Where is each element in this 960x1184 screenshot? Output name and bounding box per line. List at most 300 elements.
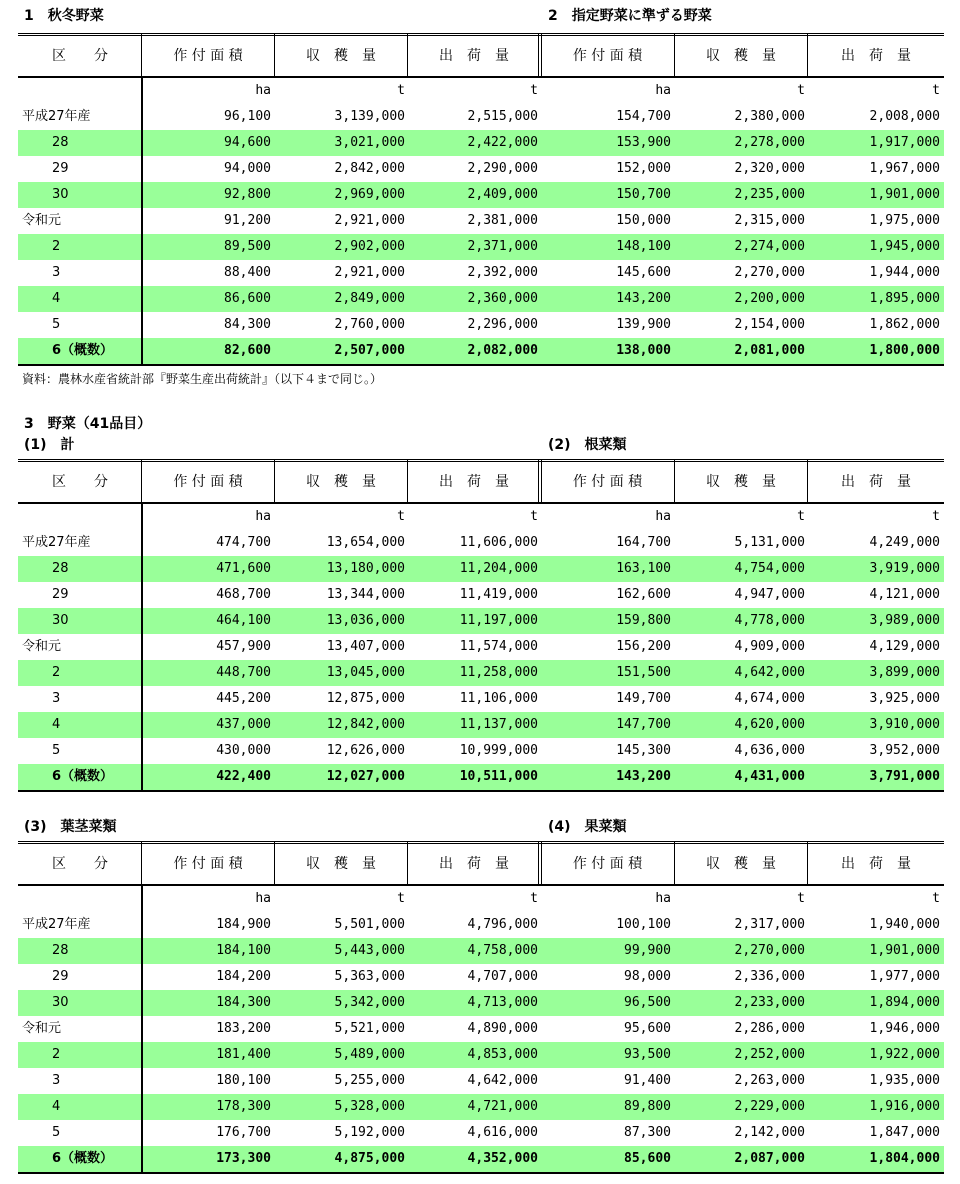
cell-planted-area-2: 143,200 bbox=[616, 769, 671, 784]
cell-shipment-2: 1,917,000 bbox=[869, 135, 940, 150]
cell-shipment: 2,409,000 bbox=[467, 187, 538, 202]
cell-harvest: 5,443,000 bbox=[334, 943, 405, 958]
cell-planted-area-2: 153,900 bbox=[616, 135, 671, 150]
cell-shipment: 11,258,000 bbox=[459, 665, 538, 680]
unit-label: ha bbox=[255, 509, 271, 524]
cell-harvest-2: 2,235,000 bbox=[734, 187, 805, 202]
cell-harvest-2: 2,233,000 bbox=[734, 995, 805, 1010]
cell-harvest-2: 2,200,000 bbox=[734, 291, 805, 306]
table-row bbox=[18, 286, 944, 312]
cell-shipment: 2,422,000 bbox=[467, 135, 538, 150]
cell-planted-area: 94,600 bbox=[224, 135, 271, 150]
cell-harvest: 12,626,000 bbox=[326, 743, 405, 758]
cell-planted-area-2: 145,300 bbox=[616, 743, 671, 758]
cell-harvest-2: 2,317,000 bbox=[734, 917, 805, 932]
header-shipment: 出 荷 量 bbox=[439, 856, 509, 872]
cell-planted-area: 445,200 bbox=[216, 691, 271, 706]
cell-planted-area-2: 85,600 bbox=[624, 1151, 671, 1166]
cell-shipment-2: 1,922,000 bbox=[869, 1047, 940, 1062]
cell-shipment-2: 1,847,000 bbox=[869, 1125, 940, 1140]
cell-shipment-2: 1,946,000 bbox=[869, 1021, 940, 1036]
cell-shipment: 4,890,000 bbox=[467, 1021, 538, 1036]
cell-planted-area: 89,500 bbox=[224, 239, 271, 254]
row-label: 29 bbox=[52, 161, 69, 176]
cell-shipment-2: 4,249,000 bbox=[869, 535, 940, 550]
cell-harvest-2: 2,081,000 bbox=[734, 343, 805, 358]
cell-harvest: 13,344,000 bbox=[326, 587, 405, 602]
row-label: 30 bbox=[52, 187, 69, 202]
cell-harvest-2: 2,380,000 bbox=[734, 109, 805, 124]
label-column-divider bbox=[141, 504, 143, 792]
cell-harvest-2: 4,778,000 bbox=[734, 613, 805, 628]
cell-harvest: 3,139,000 bbox=[334, 109, 405, 124]
row-label: 3 bbox=[52, 265, 61, 280]
cell-shipment: 2,360,000 bbox=[467, 291, 538, 306]
column-divider bbox=[674, 841, 675, 886]
table-row bbox=[18, 686, 944, 712]
cell-harvest: 2,842,000 bbox=[334, 161, 405, 176]
unit-label: t bbox=[397, 83, 405, 98]
label-column-divider bbox=[141, 886, 143, 1174]
table-total-and-root-vegetables bbox=[18, 459, 944, 792]
section-3-4-title: (4) 果菜類 bbox=[548, 819, 627, 835]
cell-planted-area-2: 91,400 bbox=[624, 1073, 671, 1088]
column-divider bbox=[407, 459, 408, 504]
cell-planted-area: 181,400 bbox=[216, 1047, 271, 1062]
row-label: 6（概数） bbox=[52, 343, 114, 358]
cell-harvest: 5,255,000 bbox=[334, 1073, 405, 1088]
cell-planted-area-2: 151,500 bbox=[616, 665, 671, 680]
cell-planted-area: 184,900 bbox=[216, 917, 271, 932]
cell-shipment-2: 3,952,000 bbox=[869, 743, 940, 758]
unit-label: t bbox=[797, 83, 805, 98]
unit-label: ha bbox=[255, 891, 271, 906]
cell-harvest: 5,521,000 bbox=[334, 1021, 405, 1036]
cell-planted-area-2: 154,700 bbox=[616, 109, 671, 124]
cell-harvest: 13,045,000 bbox=[326, 665, 405, 680]
header-planted-area: 作 付 面 積 bbox=[173, 474, 243, 490]
cell-planted-area: 184,100 bbox=[216, 943, 271, 958]
row-label: 28 bbox=[52, 561, 69, 576]
cell-harvest-2: 4,909,000 bbox=[734, 639, 805, 654]
cell-planted-area-2: 89,800 bbox=[624, 1099, 671, 1114]
table-row bbox=[18, 990, 944, 1016]
table-row bbox=[18, 1042, 944, 1068]
table-row bbox=[18, 338, 944, 364]
cell-planted-area: 457,900 bbox=[216, 639, 271, 654]
cell-shipment-2: 1,894,000 bbox=[869, 995, 940, 1010]
cell-shipment-2: 3,989,000 bbox=[869, 613, 940, 628]
cell-shipment-2: 4,121,000 bbox=[869, 587, 940, 602]
cell-harvest-2: 2,278,000 bbox=[734, 135, 805, 150]
column-divider-double bbox=[538, 841, 542, 886]
table-row bbox=[18, 738, 944, 764]
cell-planted-area: 84,300 bbox=[224, 317, 271, 332]
cell-shipment: 10,511,000 bbox=[459, 769, 538, 784]
cell-shipment-2: 1,977,000 bbox=[869, 969, 940, 984]
unit-label: t bbox=[932, 83, 940, 98]
cell-planted-area-2: 145,600 bbox=[616, 265, 671, 280]
cell-shipment-2: 1,944,000 bbox=[869, 265, 940, 280]
row-label: 令和元 bbox=[22, 639, 62, 654]
cell-planted-area: 88,400 bbox=[224, 265, 271, 280]
cell-shipment: 4,713,000 bbox=[467, 995, 538, 1010]
cell-harvest-2: 2,229,000 bbox=[734, 1099, 805, 1114]
cell-harvest: 13,654,000 bbox=[326, 535, 405, 550]
cell-harvest-2: 2,270,000 bbox=[734, 943, 805, 958]
header-shipment-2: 出 荷 量 bbox=[841, 48, 911, 64]
table-bottom-border bbox=[18, 1172, 944, 1174]
cell-shipment: 2,381,000 bbox=[467, 213, 538, 228]
row-label: 5 bbox=[52, 1125, 61, 1140]
unit-label: t bbox=[530, 83, 538, 98]
header-shipment: 出 荷 量 bbox=[439, 474, 509, 490]
row-label: 3 bbox=[52, 1073, 61, 1088]
section-1-title: 1 秋冬野菜 bbox=[24, 8, 104, 24]
header-shipment: 出 荷 量 bbox=[439, 48, 509, 64]
source-note: 資料：農林水産省統計部『野菜生産出荷統計』（以下４まで同じ。） bbox=[22, 372, 383, 386]
cell-planted-area-2: 87,300 bbox=[624, 1125, 671, 1140]
table-row bbox=[18, 208, 944, 234]
header-harvest: 収 穫 量 bbox=[306, 48, 376, 64]
cell-shipment-2: 1,895,000 bbox=[869, 291, 940, 306]
table-bottom-border bbox=[18, 364, 944, 366]
table-autumn-winter-vegetables bbox=[18, 33, 944, 366]
cell-shipment: 4,853,000 bbox=[467, 1047, 538, 1062]
cell-harvest-2: 5,131,000 bbox=[734, 535, 805, 550]
table-row bbox=[18, 260, 944, 286]
cell-harvest: 5,328,000 bbox=[334, 1099, 405, 1114]
cell-shipment-2: 1,940,000 bbox=[869, 917, 940, 932]
table-row bbox=[18, 912, 944, 938]
cell-planted-area: 448,700 bbox=[216, 665, 271, 680]
cell-planted-area-2: 98,000 bbox=[624, 969, 671, 984]
row-label: 5 bbox=[52, 743, 61, 758]
cell-planted-area: 430,000 bbox=[216, 743, 271, 758]
column-divider-double bbox=[538, 459, 542, 504]
cell-shipment-2: 1,967,000 bbox=[869, 161, 940, 176]
cell-harvest: 13,180,000 bbox=[326, 561, 405, 576]
cell-harvest-2: 2,087,000 bbox=[734, 1151, 805, 1166]
cell-shipment: 2,296,000 bbox=[467, 317, 538, 332]
table-row bbox=[18, 104, 944, 130]
unit-label: t bbox=[932, 509, 940, 524]
table-row bbox=[18, 712, 944, 738]
cell-planted-area-2: 164,700 bbox=[616, 535, 671, 550]
table-leaf-stem-and-fruit-vegetables bbox=[18, 841, 944, 1174]
table-row bbox=[18, 556, 944, 582]
cell-planted-area: 176,700 bbox=[216, 1125, 271, 1140]
cell-planted-area: 178,300 bbox=[216, 1099, 271, 1114]
section-3-title: 3 野菜（41品目） bbox=[24, 416, 152, 432]
cell-harvest: 13,407,000 bbox=[326, 639, 405, 654]
row-label: 6（概数） bbox=[52, 1151, 114, 1166]
cell-harvest: 2,849,000 bbox=[334, 291, 405, 306]
table-row bbox=[18, 660, 944, 686]
row-label: 30 bbox=[52, 613, 69, 628]
table-row bbox=[18, 312, 944, 338]
table-row bbox=[18, 530, 944, 556]
column-divider bbox=[141, 459, 142, 504]
cell-harvest-2: 2,154,000 bbox=[734, 317, 805, 332]
cell-harvest: 2,902,000 bbox=[334, 239, 405, 254]
header-planted-area: 作 付 面 積 bbox=[173, 48, 243, 64]
cell-planted-area: 184,200 bbox=[216, 969, 271, 984]
cell-shipment: 4,758,000 bbox=[467, 943, 538, 958]
cell-harvest: 13,036,000 bbox=[326, 613, 405, 628]
table-row bbox=[18, 608, 944, 634]
row-label: 30 bbox=[52, 995, 69, 1010]
cell-shipment: 10,999,000 bbox=[459, 743, 538, 758]
cell-planted-area-2: 143,200 bbox=[616, 291, 671, 306]
section-3-3-title: (3) 葉茎菜類 bbox=[24, 819, 117, 835]
cell-shipment-2: 1,935,000 bbox=[869, 1073, 940, 1088]
cell-shipment-2: 3,925,000 bbox=[869, 691, 940, 706]
cell-shipment: 11,137,000 bbox=[459, 717, 538, 732]
cell-shipment-2: 2,008,000 bbox=[869, 109, 940, 124]
cell-harvest-2: 2,252,000 bbox=[734, 1047, 805, 1062]
cell-planted-area-2: 150,000 bbox=[616, 213, 671, 228]
unit-label: ha bbox=[255, 83, 271, 98]
cell-harvest-2: 2,320,000 bbox=[734, 161, 805, 176]
table-row bbox=[18, 1120, 944, 1146]
cell-shipment-2: 3,919,000 bbox=[869, 561, 940, 576]
table-row bbox=[18, 234, 944, 260]
row-label: 29 bbox=[52, 969, 69, 984]
cell-shipment: 11,106,000 bbox=[459, 691, 538, 706]
cell-planted-area-2: 100,100 bbox=[616, 917, 671, 932]
cell-planted-area: 92,800 bbox=[224, 187, 271, 202]
cell-planted-area: 82,600 bbox=[224, 343, 271, 358]
cell-planted-area-2: 163,100 bbox=[616, 561, 671, 576]
column-divider bbox=[674, 459, 675, 504]
cell-harvest: 5,489,000 bbox=[334, 1047, 405, 1062]
cell-planted-area: 471,600 bbox=[216, 561, 271, 576]
cell-shipment-2: 1,916,000 bbox=[869, 1099, 940, 1114]
cell-shipment: 2,515,000 bbox=[467, 109, 538, 124]
cell-planted-area: 173,300 bbox=[216, 1151, 271, 1166]
cell-planted-area: 437,000 bbox=[216, 717, 271, 732]
table-row bbox=[18, 1094, 944, 1120]
header-harvest-2: 収 穫 量 bbox=[706, 48, 776, 64]
cell-planted-area: 184,300 bbox=[216, 995, 271, 1010]
header-category: 区 分 bbox=[52, 474, 108, 490]
cell-harvest: 2,507,000 bbox=[334, 343, 405, 358]
column-divider bbox=[807, 459, 808, 504]
column-divider bbox=[274, 33, 275, 78]
unit-label: ha bbox=[655, 509, 671, 524]
label-column-divider bbox=[141, 78, 143, 366]
table-row bbox=[18, 964, 944, 990]
row-label: 4 bbox=[52, 291, 61, 306]
cell-harvest-2: 2,274,000 bbox=[734, 239, 805, 254]
cell-planted-area: 464,100 bbox=[216, 613, 271, 628]
table-row bbox=[18, 938, 944, 964]
cell-harvest: 12,875,000 bbox=[326, 691, 405, 706]
table-row bbox=[18, 156, 944, 182]
cell-harvest: 2,969,000 bbox=[334, 187, 405, 202]
cell-shipment: 11,204,000 bbox=[459, 561, 538, 576]
column-divider bbox=[274, 459, 275, 504]
cell-harvest-2: 4,431,000 bbox=[734, 769, 805, 784]
column-divider bbox=[141, 33, 142, 78]
unit-row bbox=[18, 78, 944, 104]
row-label: 6（概数） bbox=[52, 769, 114, 784]
cell-shipment: 11,419,000 bbox=[459, 587, 538, 602]
header-planted-area-2: 作 付 面 積 bbox=[572, 474, 643, 490]
cell-harvest: 12,842,000 bbox=[326, 717, 405, 732]
cell-planted-area: 183,200 bbox=[216, 1021, 271, 1036]
cell-shipment: 4,616,000 bbox=[467, 1125, 538, 1140]
table-row bbox=[18, 130, 944, 156]
unit-label: t bbox=[797, 891, 805, 906]
cell-shipment: 2,290,000 bbox=[467, 161, 538, 176]
cell-planted-area: 94,000 bbox=[224, 161, 271, 176]
cell-planted-area-2: 96,500 bbox=[624, 995, 671, 1010]
cell-shipment-2: 1,945,000 bbox=[869, 239, 940, 254]
column-divider bbox=[807, 841, 808, 886]
cell-harvest-2: 2,286,000 bbox=[734, 1021, 805, 1036]
cell-harvest-2: 2,315,000 bbox=[734, 213, 805, 228]
column-divider bbox=[407, 33, 408, 78]
cell-planted-area: 96,100 bbox=[224, 109, 271, 124]
unit-label: t bbox=[530, 891, 538, 906]
cell-shipment-2: 1,804,000 bbox=[869, 1151, 940, 1166]
cell-planted-area-2: 147,700 bbox=[616, 717, 671, 732]
cell-harvest: 2,921,000 bbox=[334, 213, 405, 228]
cell-harvest-2: 2,142,000 bbox=[734, 1125, 805, 1140]
column-divider bbox=[807, 33, 808, 78]
cell-planted-area-2: 162,600 bbox=[616, 587, 671, 602]
row-label: 28 bbox=[52, 135, 69, 150]
cell-harvest-2: 2,263,000 bbox=[734, 1073, 805, 1088]
cell-planted-area: 86,600 bbox=[224, 291, 271, 306]
unit-row bbox=[18, 504, 944, 530]
row-label: 3 bbox=[52, 691, 61, 706]
section-2-title: 2 指定野菜に準ずる野菜 bbox=[548, 8, 712, 24]
cell-shipment: 2,392,000 bbox=[467, 265, 538, 280]
cell-harvest-2: 4,620,000 bbox=[734, 717, 805, 732]
cell-harvest: 5,363,000 bbox=[334, 969, 405, 984]
cell-planted-area-2: 159,800 bbox=[616, 613, 671, 628]
unit-label: ha bbox=[655, 83, 671, 98]
cell-planted-area-2: 138,000 bbox=[616, 343, 671, 358]
header-harvest-2: 収 穫 量 bbox=[706, 856, 776, 872]
header-category: 区 分 bbox=[52, 48, 108, 64]
cell-harvest: 12,027,000 bbox=[326, 769, 405, 784]
cell-shipment-2: 3,791,000 bbox=[869, 769, 940, 784]
unit-label: ha bbox=[655, 891, 671, 906]
cell-planted-area-2: 148,100 bbox=[616, 239, 671, 254]
column-divider bbox=[141, 841, 142, 886]
unit-label: t bbox=[530, 509, 538, 524]
cell-shipment-2: 3,910,000 bbox=[869, 717, 940, 732]
cell-shipment-2: 1,862,000 bbox=[869, 317, 940, 332]
row-label: 平成27年産 bbox=[22, 535, 91, 550]
cell-shipment: 11,197,000 bbox=[459, 613, 538, 628]
cell-harvest-2: 4,754,000 bbox=[734, 561, 805, 576]
cell-shipment: 4,796,000 bbox=[467, 917, 538, 932]
cell-harvest: 5,342,000 bbox=[334, 995, 405, 1010]
cell-harvest: 2,921,000 bbox=[334, 265, 405, 280]
cell-shipment-2: 3,899,000 bbox=[869, 665, 940, 680]
table-header-row bbox=[18, 36, 944, 78]
cell-shipment: 2,082,000 bbox=[467, 343, 538, 358]
cell-planted-area-2: 95,600 bbox=[624, 1021, 671, 1036]
cell-harvest-2: 4,636,000 bbox=[734, 743, 805, 758]
row-label: 2 bbox=[52, 665, 61, 680]
cell-harvest-2: 4,642,000 bbox=[734, 665, 805, 680]
cell-planted-area-2: 156,200 bbox=[616, 639, 671, 654]
table-row bbox=[18, 582, 944, 608]
cell-planted-area: 474,700 bbox=[216, 535, 271, 550]
cell-harvest-2: 4,947,000 bbox=[734, 587, 805, 602]
table-row bbox=[18, 764, 944, 790]
column-divider-double bbox=[538, 33, 542, 78]
section-3-2-title: (2) 根菜類 bbox=[548, 437, 627, 453]
row-label: 令和元 bbox=[22, 213, 62, 228]
cell-shipment-2: 1,901,000 bbox=[869, 943, 940, 958]
cell-planted-area: 468,700 bbox=[216, 587, 271, 602]
header-shipment-2: 出 荷 量 bbox=[841, 474, 911, 490]
row-label: 29 bbox=[52, 587, 69, 602]
column-divider bbox=[674, 33, 675, 78]
cell-planted-area-2: 152,000 bbox=[616, 161, 671, 176]
cell-harvest-2: 2,336,000 bbox=[734, 969, 805, 984]
header-planted-area: 作 付 面 積 bbox=[173, 856, 243, 872]
row-label: 2 bbox=[52, 239, 61, 254]
row-label: 令和元 bbox=[22, 1021, 62, 1036]
cell-shipment: 11,574,000 bbox=[459, 639, 538, 654]
cell-shipment-2: 1,901,000 bbox=[869, 187, 940, 202]
cell-harvest-2: 4,674,000 bbox=[734, 691, 805, 706]
row-label: 2 bbox=[52, 1047, 61, 1062]
cell-planted-area-2: 139,900 bbox=[616, 317, 671, 332]
unit-label: t bbox=[397, 891, 405, 906]
cell-harvest: 3,021,000 bbox=[334, 135, 405, 150]
cell-shipment: 4,721,000 bbox=[467, 1099, 538, 1114]
cell-planted-area-2: 93,500 bbox=[624, 1047, 671, 1062]
unit-label: t bbox=[932, 891, 940, 906]
column-divider bbox=[274, 841, 275, 886]
cell-shipment-2: 1,975,000 bbox=[869, 213, 940, 228]
table-row bbox=[18, 1068, 944, 1094]
header-category: 区 分 bbox=[52, 856, 108, 872]
unit-label: t bbox=[797, 509, 805, 524]
header-planted-area-2: 作 付 面 積 bbox=[572, 856, 643, 872]
cell-harvest: 5,192,000 bbox=[334, 1125, 405, 1140]
cell-harvest: 2,760,000 bbox=[334, 317, 405, 332]
cell-planted-area: 91,200 bbox=[224, 213, 271, 228]
cell-planted-area: 422,400 bbox=[216, 769, 271, 784]
cell-planted-area: 180,100 bbox=[216, 1073, 271, 1088]
cell-harvest: 5,501,000 bbox=[334, 917, 405, 932]
table-header-row bbox=[18, 462, 944, 504]
row-label: 平成27年産 bbox=[22, 917, 91, 932]
cell-planted-area-2: 149,700 bbox=[616, 691, 671, 706]
cell-shipment: 4,707,000 bbox=[467, 969, 538, 984]
column-divider bbox=[407, 841, 408, 886]
cell-planted-area-2: 99,900 bbox=[624, 943, 671, 958]
row-label: 4 bbox=[52, 717, 61, 732]
row-label: 4 bbox=[52, 1099, 61, 1114]
cell-planted-area-2: 150,700 bbox=[616, 187, 671, 202]
table-header-row bbox=[18, 844, 944, 886]
cell-shipment: 2,371,000 bbox=[467, 239, 538, 254]
unit-label: t bbox=[397, 509, 405, 524]
cell-shipment-2: 1,800,000 bbox=[869, 343, 940, 358]
header-harvest: 収 穫 量 bbox=[306, 474, 376, 490]
